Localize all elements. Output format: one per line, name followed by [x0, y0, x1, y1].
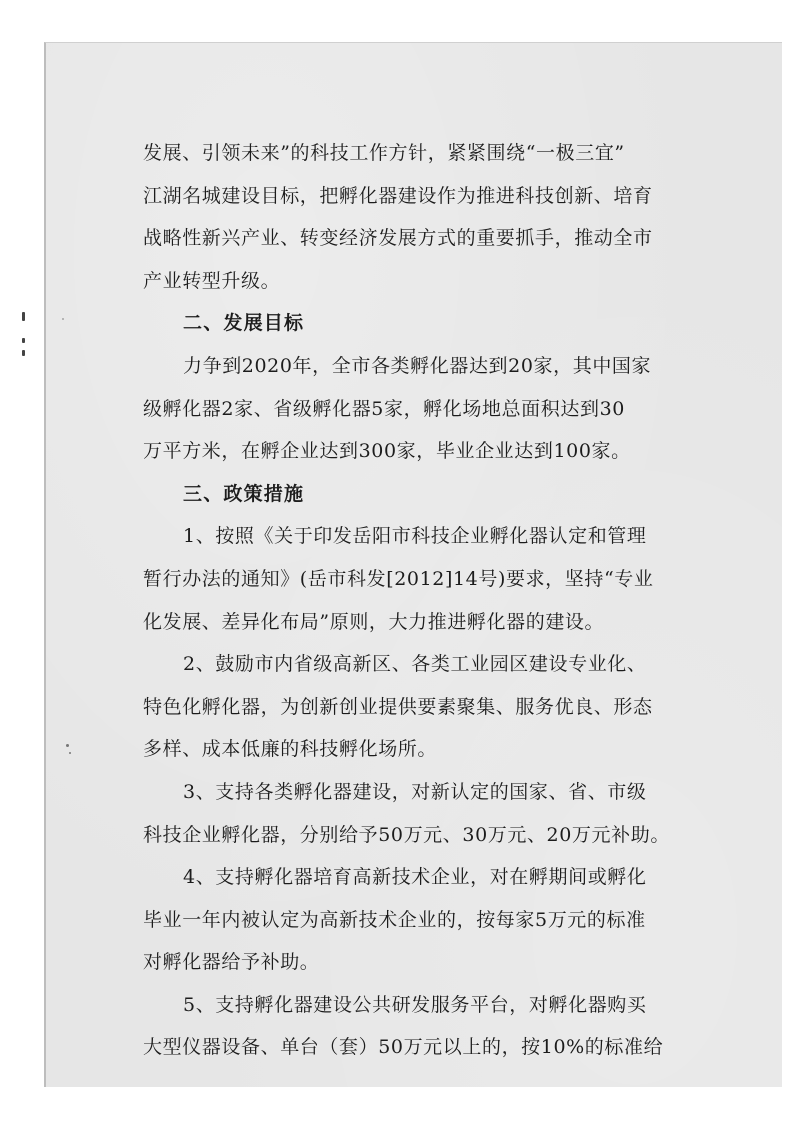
text-line: 4、支持孵化器培育高新技术企业，对在孵期间或孵化 [183, 866, 647, 889]
binding-hole-mark [22, 350, 25, 356]
scan-speck [62, 318, 64, 320]
text-line: 3、支持各类孵化器建设，对新认定的国家、省、市级 [183, 780, 647, 803]
document-body [143, 132, 689, 1069]
text-line: 江湖名城建设目标，把孵化器建设作为推进科技创新、培育 [143, 184, 653, 207]
section-heading: 三、政策措施 [183, 482, 305, 505]
text-line: 产业转型升级。 [143, 269, 281, 292]
scan-speck [66, 744, 69, 747]
text-line: 万平方米，在孵企业达到300家，毕业企业达到100家。 [143, 440, 631, 463]
section-heading: 二、发展目标 [183, 312, 305, 335]
text-line: 1、按照《关于印发岳阳市科技企业孵化器认定和管理 [183, 525, 647, 548]
text-line: 对孵化器给予补助。 [143, 951, 320, 974]
text-line: 战略性新兴产业、转变经济发展方式的重要抓手，推动全市 [143, 227, 653, 250]
text-line: 暂行办法的通知》(岳市科发[2012]14号)要求，坚持“专业 [143, 567, 654, 590]
binding-hole-mark [22, 312, 25, 321]
text-line: 特色化孵化器，为创新创业提供要素聚集、服务优良、形态 [143, 695, 653, 718]
text-line: 5、支持孵化器建设公共研发服务平台，对孵化器购买 [183, 993, 647, 1016]
text-line: 级孵化器2家、省级孵化器5家，孵化场地总面积达到30 [143, 397, 625, 420]
text-line: 发展、引领未来”的科技工作方针，紧紧围绕“一极三宜” [143, 142, 625, 164]
text-line: 科技企业孵化器，分别给予50万元、30万元、20万元补助。 [143, 823, 670, 846]
binding-hole-mark [22, 338, 25, 343]
text-line: 化发展、差异化布局”原则，大力推进孵化器的建设。 [143, 610, 605, 633]
text-line: 多样、成本低廉的科技孵化场所。 [143, 738, 438, 761]
text-line: 力争到2020年，全市各类孵化器达到20家，其中国家 [183, 354, 652, 377]
text-line: 大型仪器设备、单台（套）50万元以上的，按10%的标准给 [143, 1036, 664, 1059]
text-line: 2、鼓励市内省级高新区、各类工业园区建设专业化、 [183, 653, 647, 676]
scan-speck [69, 752, 71, 754]
text-line: 毕业一年内被认定为高新技术企业的，按每家5万元的标准 [143, 908, 646, 931]
